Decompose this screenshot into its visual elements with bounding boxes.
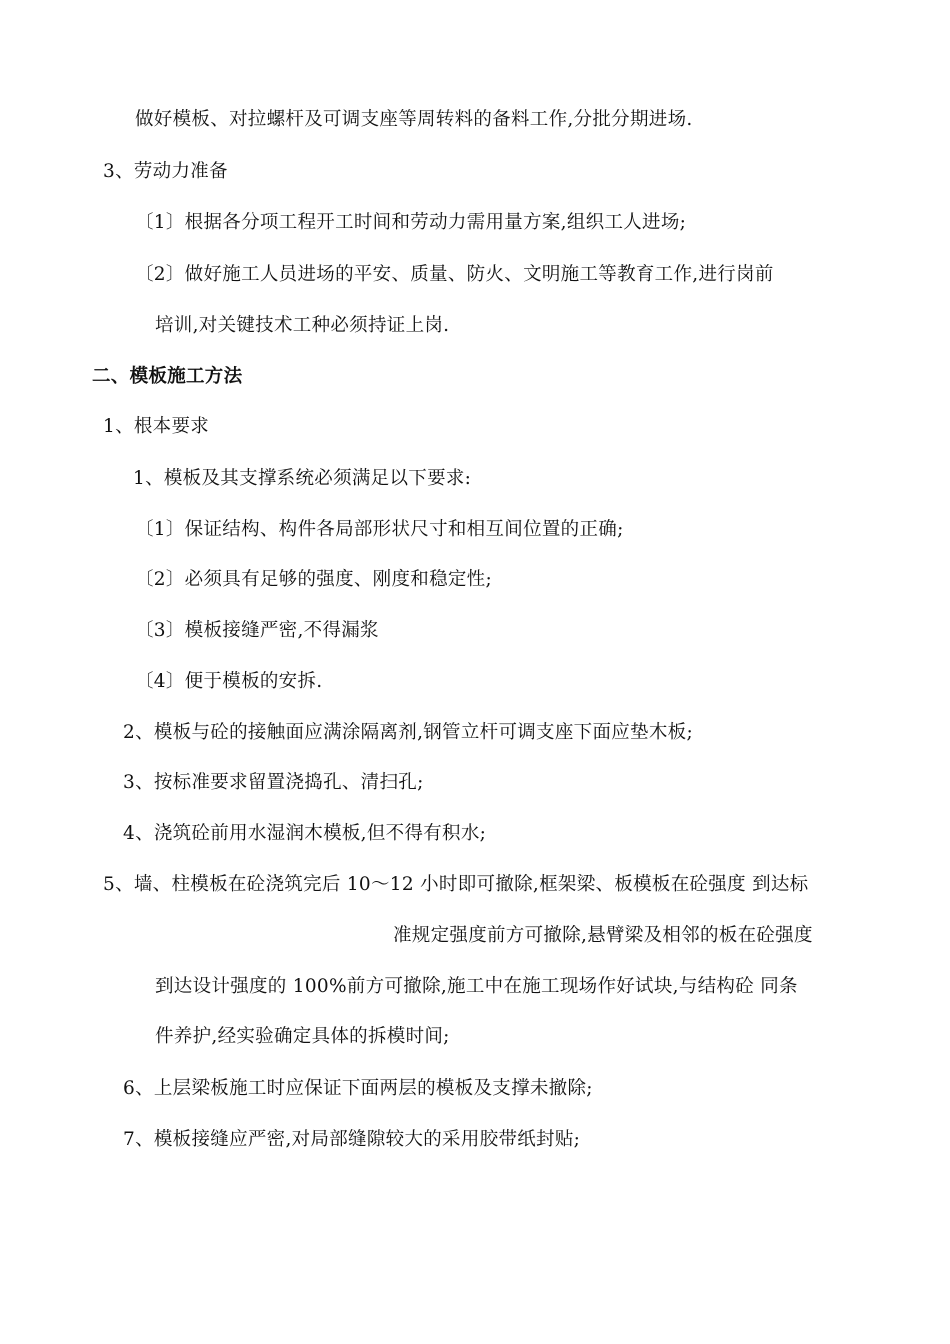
list-item: 5、墙、柱模板在砼浇筑完后 10〜12 小时即可撤除,框架梁、板模板在砼强度 到达标 bbox=[103, 874, 809, 895]
paragraph-line: 到达设计强度的 100%前方可撤除,施工中在施工现场作好试块,与结构砼 同条 bbox=[155, 976, 798, 997]
paragraph-line: 准规定强度前方可撤除,悬臂梁及相邻的板在砼强度 bbox=[393, 925, 813, 946]
subsection-heading: 3、劳动力准备 bbox=[103, 161, 228, 182]
list-item: 2、模板与砼的接触面应满涂隔离剂,钢管立杆可调支座下面应垫木板; bbox=[123, 722, 693, 743]
paragraph-line: 件养护,经实验确定具体的拆模时间; bbox=[155, 1026, 450, 1047]
list-item: 4、浇筑砼前用水湿润木模板,但不得有积水; bbox=[123, 823, 487, 844]
list-item: 6、上层梁板施工时应保证下面两层的模板及支撑未撤除; bbox=[123, 1078, 593, 1099]
list-item: 〔1〕根据各分项工程开工时间和劳动力需用量方案,组织工人进场; bbox=[135, 212, 687, 233]
list-item: 3、按标准要求留置浇捣孔、清扫孔; bbox=[123, 772, 424, 793]
list-item: 〔1〕保证结构、构件各局部形状尺寸和相互间位置的正确; bbox=[135, 519, 624, 540]
list-item: 〔2〕必须具有足够的强度、刚度和稳定性; bbox=[135, 569, 493, 590]
paragraph-line: 做好模板、对拉螺杆及可调支座等周转料的备料工作,分批分期进场. bbox=[135, 109, 693, 130]
list-item: 〔4〕便于模板的安拆. bbox=[135, 671, 323, 692]
section-heading: 二、模板施工方法 bbox=[92, 366, 243, 387]
list-item: 7、模板接缝应严密,对局部缝隙较大的采用胶带纸封贴; bbox=[123, 1129, 581, 1150]
list-item: 〔2〕做好施工人员进场的平安、质量、防火、文明施工等教育工作,进行岗前 bbox=[135, 264, 774, 285]
subsection-heading: 1、根本要求 bbox=[103, 416, 210, 437]
list-item: 1、模板及其支撑系统必须满足以下要求: bbox=[133, 468, 472, 489]
paragraph-line: 培训,对关键技术工种必须持证上岗. bbox=[155, 315, 450, 336]
list-item: 〔3〕模板接缝严密,不得漏浆 bbox=[135, 620, 379, 641]
